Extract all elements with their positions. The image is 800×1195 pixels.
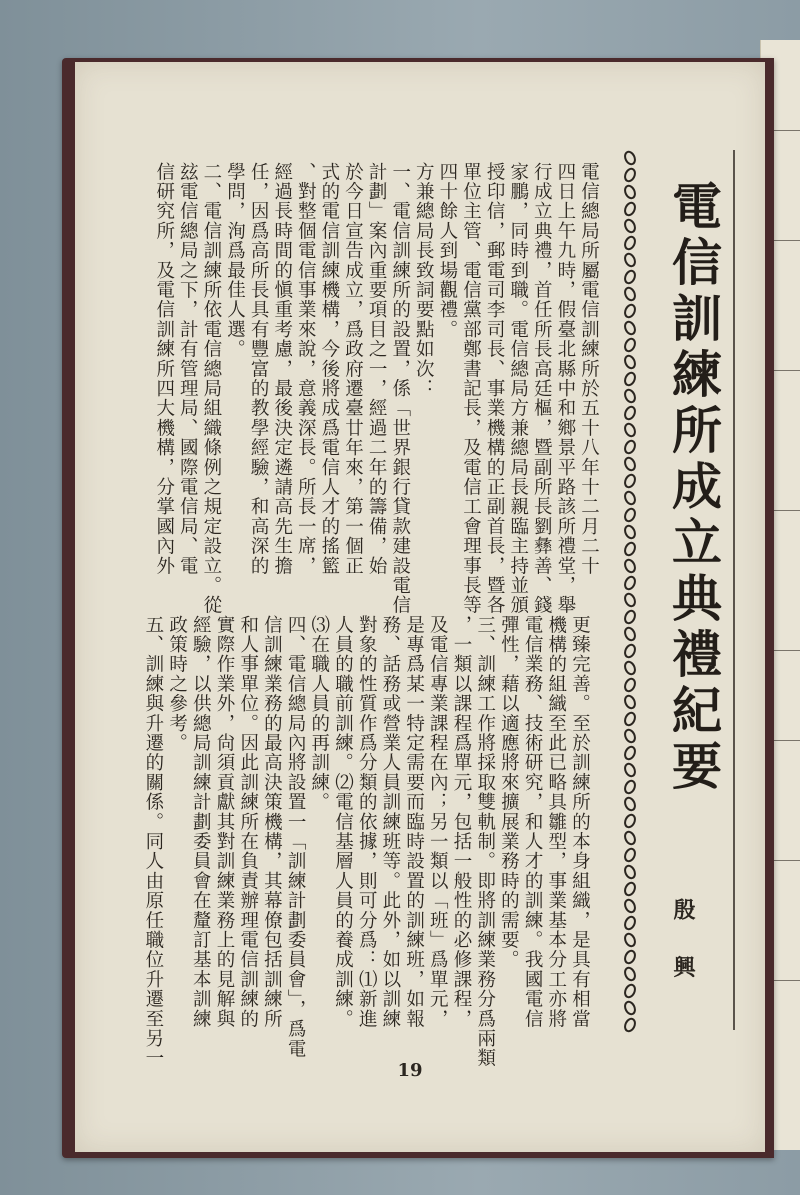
text-column: 學問，洵爲最佳人選。 <box>224 162 246 359</box>
text-column: 四日上午九時，假臺北縣中和鄉景平路該所禮堂，舉 <box>554 162 576 616</box>
title-rule-line <box>732 150 736 1030</box>
text-column: 玆電信總局之下，計有管理局、國際電信局、電 <box>177 162 199 576</box>
text-column: 家鵬，同時到職。電信總局方兼總局長親臨主持並頒 <box>507 162 529 616</box>
article-author: 殷 興 <box>670 898 696 992</box>
text-column: 是專爲某一特定需要而臨時設置的訓練班，如報 <box>403 615 425 1029</box>
text-column: ⑶在職人員的再訓練。 <box>308 615 330 812</box>
text-column: 經驗，以供總局訓練計劃委員會在釐訂基本訓練 <box>190 615 212 1029</box>
text-column: 單位主管、電信黨部鄭書記長，及電信工會理事長等 <box>460 162 482 616</box>
text-column: 式的電信訓練機構，今後將成爲電信人才的搖籃 <box>318 162 340 576</box>
text-column: 和人事單位。因此訓練所在負責辦理電信訓練的 <box>237 615 259 1029</box>
text-column: 、對整個電信事業來說，意義深長。所長一席， <box>295 162 317 576</box>
page-number: 19 <box>397 1060 423 1081</box>
text-column: ，一類以課程爲單元，包括一般性的必修課程， <box>451 615 472 1029</box>
text-column: 二、電信訓練所依電信總局組織條例之規定設立。從 <box>200 162 222 616</box>
text-column: 經過長時間的愼重考慮，最後決定遴請高先生擔 <box>271 162 293 576</box>
text-column: 電信總局所屬電信訓練所於五十八年十二月二十 <box>578 162 600 576</box>
text-column: 信研究所，及電信訓練所四大機構，分掌國內外 <box>153 162 175 576</box>
text-column: 行成立典禮，首任所長高廷樞，暨副所長劉彝善、錢 <box>531 162 553 616</box>
text-column: 更臻完善。至於訓練所的本身組織，是具有相當 <box>569 615 591 1029</box>
text-column: 信訓練業務的最高決策機構，其幕僚包括訓練所 <box>261 615 283 1029</box>
text-column: 及電信專業課程在內；另一類以「班」爲單元， <box>427 615 449 1029</box>
text-column: 計劃」案內重要項目之一，經過二年的籌備，始 <box>366 162 388 576</box>
text-column: 方兼總局長致詞要點如次： <box>413 162 435 399</box>
text-column: 授印信，郵電司李司長、事業機構的正副首長，暨各 <box>484 162 506 616</box>
text-column: 務、話務或營業人員訓練班等。此外，如以訓練 <box>379 615 401 1029</box>
text-column: 對象的性質作爲分類的依據，則可分爲：⑴新進 <box>356 615 378 1029</box>
text-column: 彈性，藉以適應將來擴展業務時的需要。 <box>498 615 520 970</box>
text-column: 任，因爲高所長具有豐富的教學經驗，和高深的 <box>248 162 270 576</box>
text-column: 四、電信總局內將設置一「訓練計劃委員會」，爲電 <box>285 615 307 1059</box>
text-column: 政策時之參考。 <box>166 615 188 753</box>
text-column: 三、訓練工作將採取雙軌制。即將訓練業務分爲兩類 <box>474 615 496 1069</box>
article-title: 電信訓練所成立典禮紀要 <box>664 180 723 796</box>
text-column: 一、電信訓練所的設置，係「世界銀行貸款建設電信 <box>389 162 411 616</box>
text-column: 機構的組織至此已略具雛型，事業基本分工亦將 <box>545 615 567 1029</box>
text-column: 人員的職前訓練。⑵電信基層人員的養成訓練。 <box>332 615 354 1029</box>
chain-border-ornament <box>622 148 638 1034</box>
text-column: 電信業務、技術研究，和人才的訓練。我國電信 <box>522 615 544 1029</box>
text-column: 五、訓練與升遷的關係。同人由原任職位升遷至另一 <box>142 615 164 1069</box>
text-column: 四十餘人到場觀禮。 <box>436 162 458 340</box>
text-column: 實際作業外，尙須貢獻其對訓練業務上的見解與 <box>214 615 235 1029</box>
text-column: 於今日宣告成立，爲政府遷臺廿年來，第一個正 <box>342 162 364 576</box>
